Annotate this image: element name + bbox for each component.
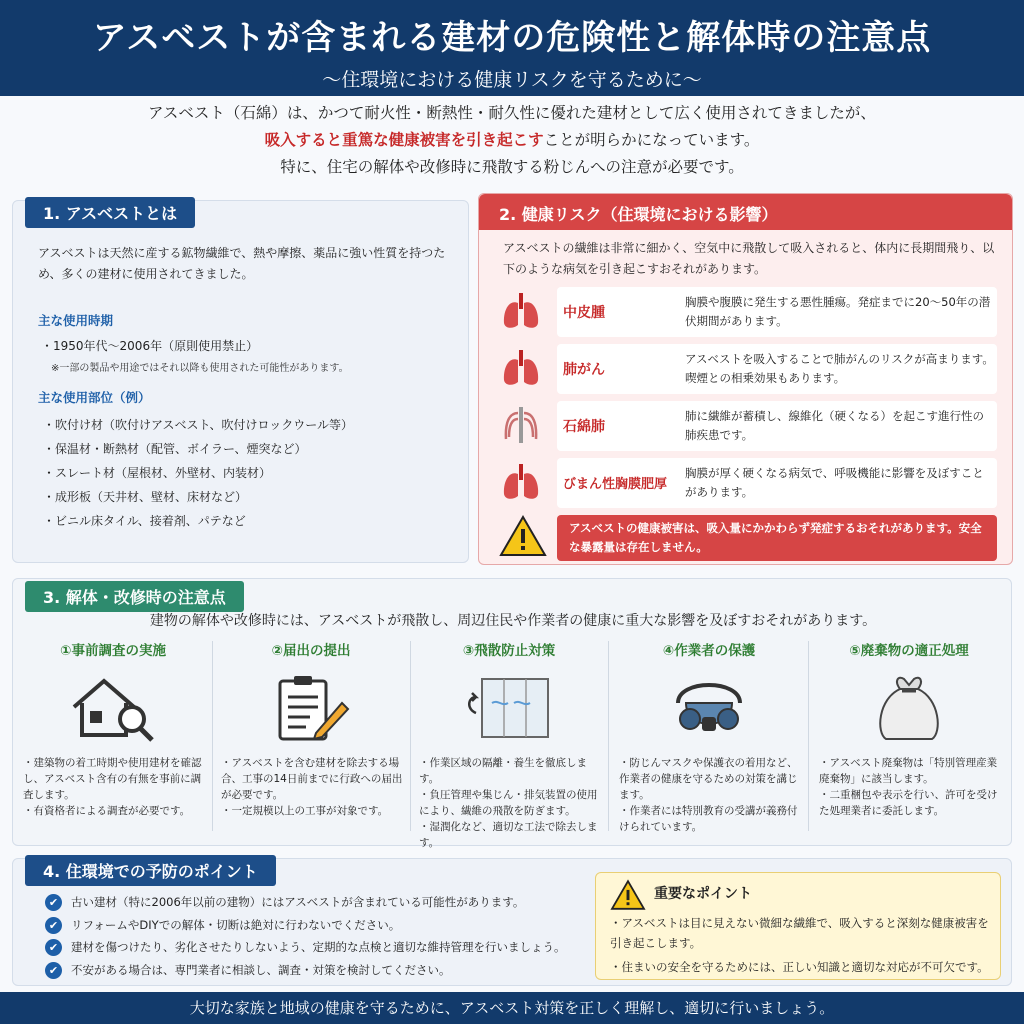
important-list	[610, 913, 994, 977]
page-header	[0, 0, 1024, 96]
step-details	[23, 755, 211, 819]
step-waste-disposal	[811, 637, 1007, 842]
period-heading: 主な使用時期	[38, 313, 114, 328]
warning-message: アスベストの健康被害は、吸入量にかかわらず発症するおそれがあります。安全な暴露量は存在しません。	[557, 515, 997, 561]
list-item: ・成形板（天井材、壁材、床材など）	[43, 490, 248, 504]
lungs-icon	[499, 289, 543, 333]
step-scatter-prevention	[411, 637, 607, 849]
section-2-title: 2. 健康リスク（住環境における影響）	[499, 205, 778, 224]
enclosure-icon	[464, 673, 554, 743]
prevention-checklist	[45, 891, 566, 981]
intro-line-2	[0, 127, 1024, 154]
list-item: ・アスベストは目に見えない微細な繊維で、吸入すると深刻な健康被害を引き起こします。	[610, 916, 989, 950]
list-item: ・一定規模以上の工事が対象です。	[221, 805, 389, 817]
disease-name: 中皮腫	[563, 305, 605, 321]
section-2-description: アスベストの繊維は非常に細かく、空気中に飛散して吸入されると、体内に長期間飛り、以下のような病気を引き起こすおそれがあります。	[503, 241, 995, 276]
section-3-description: 建物の解体や改修時には、アスベストが飛散し、周辺住民や作業者の健康に重大な影響を及ぼすおそれがあります。	[149, 613, 877, 629]
divider	[808, 641, 809, 831]
intro-line-3: 特に、住宅の解体や改修時に飛散する粉じんへの注意が必要です。	[280, 158, 744, 176]
section-health-risks	[478, 193, 1013, 565]
disease-description: 胸膜や腹膜に発生する悪性腫瘍。発症までに20〜50年の潜伏期間があります。	[685, 295, 991, 328]
warning-icon	[610, 879, 646, 911]
disease-card-lung-cancer	[557, 344, 997, 394]
list-item: ・有資格者による調査が必要です。	[23, 805, 191, 817]
parts-list	[43, 413, 353, 533]
list-item: ・ビニル床タイル、接着剤、パテなど	[43, 514, 246, 528]
check-text: リフォームやDIYでの解体・切断は絶対に行わないでください。	[71, 917, 401, 932]
important-title: 重要なポイント	[654, 886, 752, 902]
warning-icon	[499, 514, 547, 558]
lungs-icon	[499, 460, 543, 504]
list-item: ・作業区域の隔離・養生を徹底します。	[419, 757, 587, 785]
disease-description: 胸膜が厚く硬くなる病気で、呼吸機能に影響を及ぼすことがあります。	[685, 466, 984, 499]
list-item: ・二重梱包や表示を行い、許可を受けた処理業者に委託します。	[819, 789, 998, 817]
intro-line-1: アスベスト（石綿）は、かつて耐火性・断熱性・耐久性に優れた建材として広く使用されてきましたが、	[148, 104, 876, 122]
step-prior-survey	[15, 637, 211, 842]
lungs-icon	[499, 346, 543, 390]
check-icon: ✔	[45, 939, 62, 956]
list-item: ・保温材・断熱材（配管、ボイラー、煙突など）	[43, 442, 307, 456]
check-icon: ✔	[45, 894, 62, 911]
section-3-title: 3. 解体・改修時の注意点	[25, 581, 244, 612]
page-subtitle: 〜住環境における健康リスクを守るために〜	[322, 69, 702, 91]
disease-name: びまん性胸膜肥厚	[563, 477, 668, 492]
divider	[608, 641, 609, 831]
list-item	[45, 914, 566, 937]
list-item	[45, 891, 566, 914]
section-4-title: 4. 住環境での予防のポイント	[25, 855, 276, 886]
section-home-prevention	[12, 858, 1012, 986]
parts-heading: 主な使用部位（例）	[38, 390, 151, 405]
clipboard-pencil-icon	[266, 673, 356, 743]
disease-card-pleural-thickening	[557, 458, 997, 508]
section-demolition-precautions	[12, 578, 1012, 849]
step-title: ①事前調査の実施	[60, 643, 166, 659]
section-1-title: 1. アスベストとは	[25, 197, 195, 228]
step-title: ②届出の提出	[271, 643, 351, 659]
section-what-is-asbestos	[12, 200, 469, 563]
disease-card-asbestosis	[557, 401, 997, 451]
list-item: ・アスベストを含む建材を除去する場合、工事の14日前までに行政への届出が必要です。	[221, 757, 403, 801]
intro-text	[0, 100, 1024, 181]
disease-description: 肺に繊維が蓄積し、線維化（硬くなる）を起こす進行性の肺疾患です。	[685, 409, 984, 442]
check-text: 不安がある場合は、専門業者に相談し、調査・対策を検討してください。	[71, 962, 451, 977]
respirator-mask-icon	[664, 673, 754, 743]
step-title: ④作業者の保護	[662, 643, 756, 659]
period-note: ※一部の製品や用途ではそれ以降も使用された可能性があります。	[51, 363, 349, 374]
section-1-description: アスベストは天然に産する鉱物繊維で、熱や摩擦、薬品に強い性質を持つため、多くの建材に使用されてきました。	[38, 246, 446, 281]
disease-card-mesothelioma	[557, 287, 997, 337]
disease-description: アスベストを吸入することで肺がんのリスクが高まります。喫煙との相乗効果もあります。	[685, 352, 994, 385]
list-item: ・アスベスト廃棄物は「特別管理産業廃棄物」に該当します。	[819, 757, 998, 785]
step-details	[819, 755, 1007, 819]
list-item: ・湿潤化など、適切な工法で除去します。	[419, 821, 598, 849]
list-item: ・住まいの安全を守るためには、正しい知識と適切な対応が不可欠です。	[610, 960, 989, 974]
important-points-box	[595, 872, 1001, 980]
step-worker-protection	[611, 637, 807, 842]
step-title: ⑤廃棄物の適正処理	[849, 643, 969, 659]
step-title: ③飛散防止対策	[462, 643, 556, 659]
step-notification	[213, 637, 409, 842]
list-item: ・吹付け材（吹付けアスベスト、吹付けロックウール等）	[43, 418, 353, 432]
list-item: ・負圧管理や集じん・排気装置の使用により、繊維の飛散を防ぎます。	[419, 789, 598, 817]
waste-bag-icon	[864, 673, 954, 743]
page-title: アスベストが含まれる建材の危険性と解体時の注意点	[92, 18, 932, 58]
check-text: 古い建材（特に2006年以前の建物）にはアスベストが含まれている可能性があります。	[71, 895, 525, 909]
footer-banner: 大切な家族と地域の健康を守るために、アスベスト対策を正しく理解し、適切に行いましょう。	[0, 992, 1024, 1024]
disease-name: 石綿肺	[563, 419, 605, 435]
list-item: ・作業者には特別教育の受講が義務付けられています。	[619, 805, 798, 833]
check-icon: ✔	[45, 917, 62, 934]
check-icon: ✔	[45, 962, 62, 979]
ribcage-icon	[499, 403, 543, 447]
list-item	[45, 936, 566, 959]
list-item: ・防じんマスクや保護衣の着用など、作業者の健康を守るための対策を講じます。	[619, 757, 798, 801]
check-text: 建材を傷つけたり、劣化させたりしないよう、定期的な点検と適切な維持管理を行いましょう。	[71, 940, 566, 954]
step-details	[419, 755, 607, 851]
list-item: ・スレート材（屋根材、外壁材、内装材）	[43, 466, 272, 480]
intro-line-2-rest: ことが明らかになっています。	[543, 131, 760, 149]
disease-name: 肺がん	[563, 362, 605, 378]
step-details	[221, 755, 409, 819]
list-item: ・建築物の着工時期や使用建材を確認し、アスベスト含有の有無を事前に調査します。	[23, 757, 202, 801]
step-details	[619, 755, 807, 835]
house-search-icon	[68, 673, 158, 743]
intro-warning-highlight: 吸入すると重篤な健康被害を引き起こす	[264, 131, 544, 149]
list-item	[45, 959, 566, 982]
period-text: ・1950年代〜2006年（原則使用禁止）	[41, 339, 259, 353]
